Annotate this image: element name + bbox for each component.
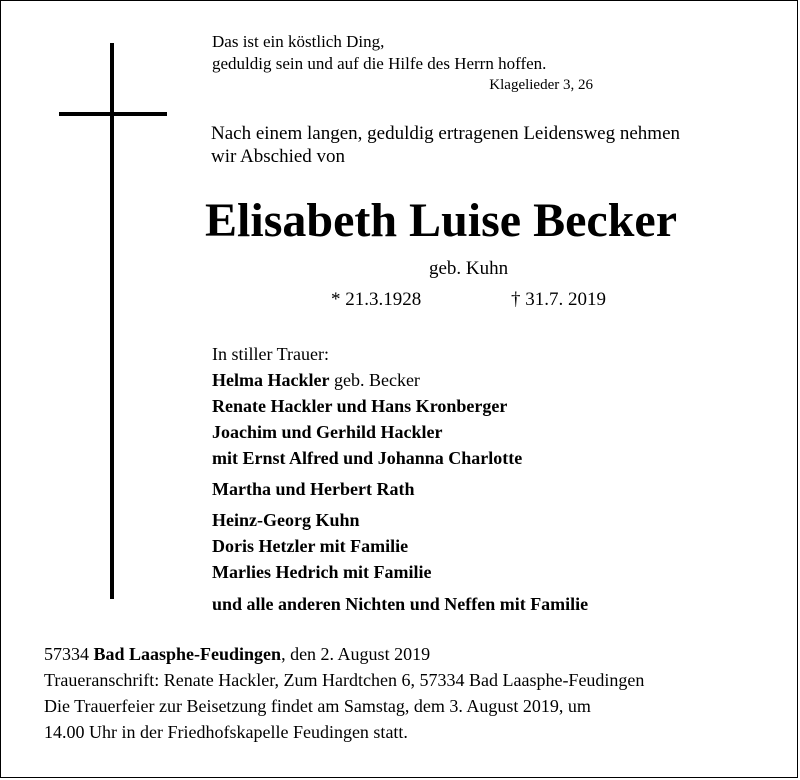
mourner-entry: Heinz-Georg Kuhn [212,510,360,530]
intro-line: wir Abschied von [211,146,346,167]
place-date-line [44,641,644,667]
death-date: † 31.7. 2019 [511,289,606,310]
mourner-name: Helma Hackler [212,370,330,390]
mourner-entry: Martha und Herbert Rath [212,479,415,499]
mourner-entry: und alle anderen Nichten und Neffen mit Familie [212,594,589,614]
ceremony-info: Die Trauerfeier zur Beisetzung findet am Samstag, dem 3. August 2019, um [44,696,591,716]
cross-icon-bar [59,112,167,116]
mourner-entry: Marlies Hedrich mit Familie [212,562,432,582]
place-name: Bad Laasphe-Feudingen [93,644,282,664]
mourner-entry [212,367,588,393]
footer-info [44,641,644,745]
intro-line: Nach einem langen, geduldig ertragenen Leidensweg nehmen [211,123,681,144]
maiden-name: geb. Kuhn [429,258,509,279]
mourner-entry: Doris Hetzler mit Familie [212,536,409,556]
mourner-entry: Joachim und Gerhild Hackler [212,422,443,442]
ceremony-info: 14.00 Uhr in der Friedhofskapelle Feudingen statt. [44,722,408,742]
birth-date: * 21.3.1928 [331,289,422,310]
quote-line: Das ist ein köstlich Ding, [212,32,385,51]
mourner-entry: Renate Hackler und Hans Kronberger [212,396,508,416]
bible-quote [212,31,546,75]
cross-icon [110,43,114,599]
mourners-list [212,341,588,617]
deceased-name: Elisabeth Luise Becker [205,194,678,247]
mourner-suffix: geb. Becker [329,370,420,390]
quote-line: geduldig sein und auf die Hilfe des Herrn hoffen. [212,54,547,73]
postcode: 57334 [44,644,94,664]
quote-source: Klagelieder 3, 26 [489,77,593,93]
intro-text [211,122,680,168]
mourner-entry: mit Ernst Alfred und Johanna Charlotte [212,448,523,468]
notice-date: , den 2. August 2019 [281,644,431,664]
mourning-address: Traueranschrift: Renate Hackler, Zum Hardtchen 6, 57334 Bad Laasphe-Feudingen [44,670,645,690]
mourners-heading: In stiller Trauer: [212,344,329,364]
